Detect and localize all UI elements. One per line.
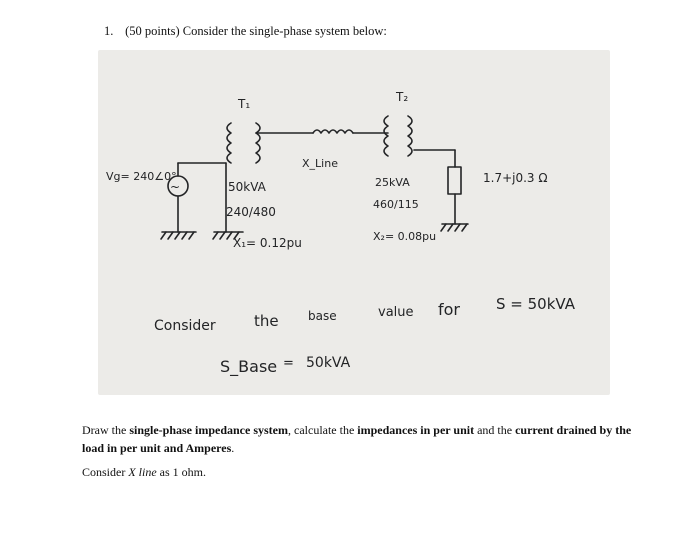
note-base: base	[308, 309, 337, 323]
xline-inductor	[313, 130, 353, 133]
t2-label: T₂	[396, 90, 409, 104]
t1-secondary-coil	[256, 123, 260, 163]
task-bold-1: single-phase impedance system	[129, 423, 288, 437]
sbase-value: 50kVA	[306, 355, 351, 371]
sbase-equals: =	[283, 356, 294, 371]
consider-prefix: Consider	[82, 465, 129, 479]
consider-xline: X line	[128, 465, 157, 479]
xline-label: X_Line	[302, 157, 338, 170]
circuit-diagram	[98, 50, 610, 395]
task-bold-2: impedances in per unit	[357, 423, 475, 437]
t1-primary-coil	[227, 123, 231, 163]
t1-rating: 50kVA	[228, 180, 266, 194]
t2-secondary-coil	[408, 116, 412, 156]
task-description	[82, 422, 642, 457]
ground-source-hatch	[161, 232, 194, 239]
instructions	[82, 422, 642, 457]
load-impedance	[448, 167, 461, 194]
task-text-2: , calculate the	[288, 423, 358, 437]
t2-reactance: X₂= 0.08pu	[373, 230, 437, 243]
question-title: (50 points) Consider the single-phase system below:	[125, 24, 387, 38]
circuit-photo	[98, 50, 610, 395]
t2-rating: 25kVA	[375, 176, 410, 189]
source-voltage-label: Vg= 240∠0°	[106, 170, 177, 183]
note-the: the	[254, 312, 279, 330]
question-number: 1.	[104, 24, 114, 38]
task-text-4: .	[231, 440, 235, 455]
note-s-value: S = 50kVA	[496, 295, 575, 313]
consider-note	[82, 465, 206, 480]
task-text-1: Draw the	[82, 423, 130, 437]
t1-reactance: X₁= 0.12pu	[233, 236, 302, 250]
consider-suffix: as 1 ohm.	[156, 465, 207, 479]
question-heading	[104, 24, 387, 39]
t1-voltage: 240/480	[226, 205, 276, 219]
sbase-label: S_Base	[220, 357, 278, 376]
ground-load-hatch	[441, 224, 467, 231]
task-text-3: and the	[474, 423, 516, 437]
t1-label: T₁	[238, 97, 251, 111]
load-value-label: 1.7+j0.3 Ω	[483, 171, 548, 185]
source-symbol: ~	[169, 180, 181, 194]
task-bold-3: current drained by the load in per unit and Amperes	[82, 423, 632, 455]
note-consider: Consider	[154, 318, 216, 334]
t2-primary-coil	[384, 116, 388, 156]
note-for: for	[438, 300, 460, 319]
t2-voltage: 460/115	[373, 198, 419, 211]
note-value: value	[378, 305, 414, 320]
